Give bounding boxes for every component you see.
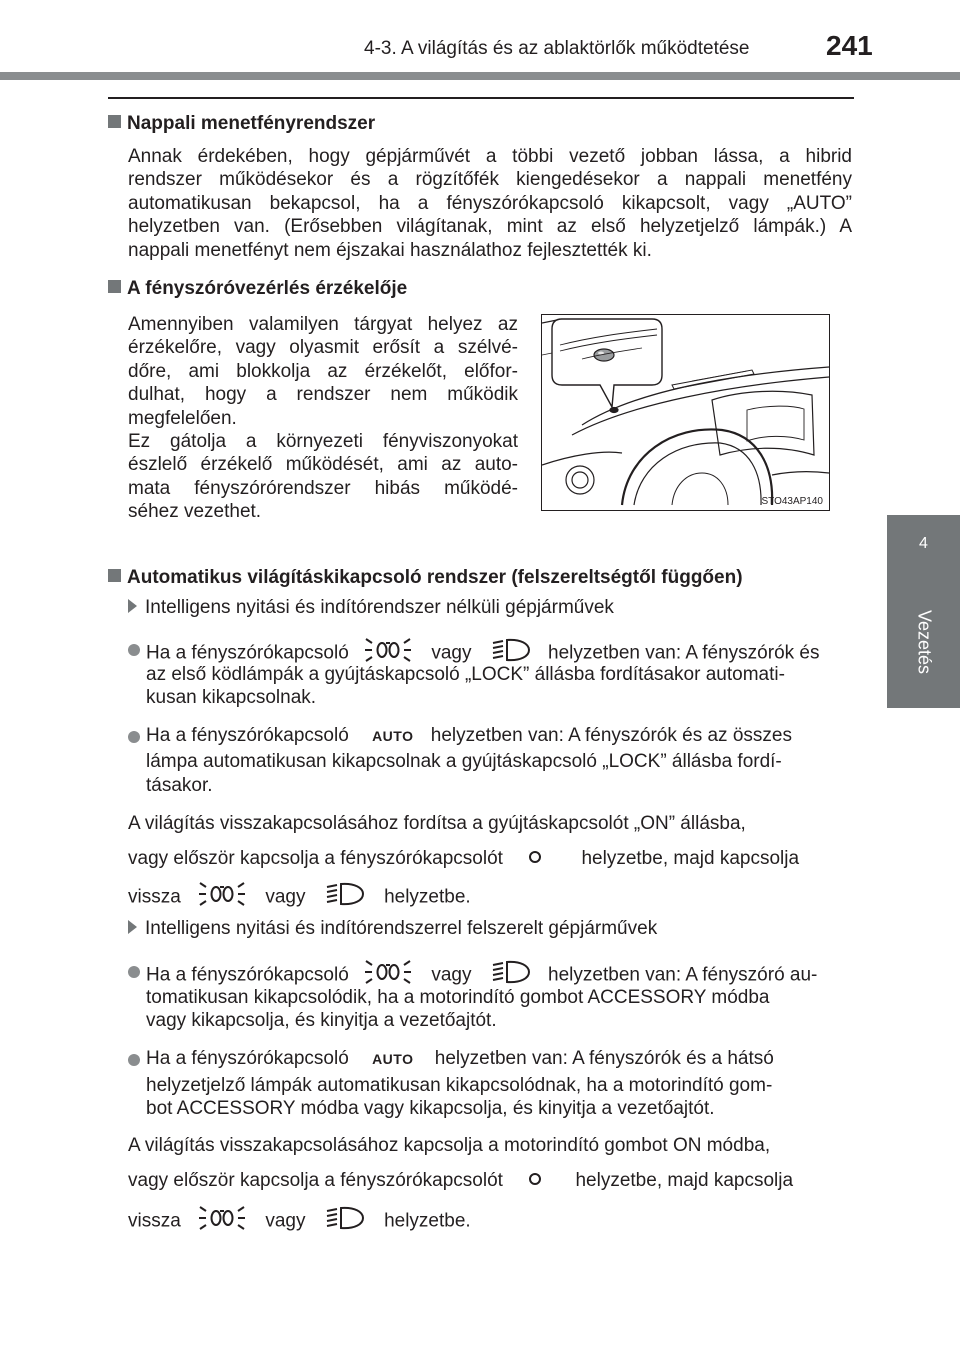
section-heading-daytime-lights bbox=[108, 113, 375, 135]
text: helyzetben van: A fényszórók és a hátsó bbox=[434, 1048, 774, 1070]
text-line: észlelő érzékelő működését, ami az auto- bbox=[128, 454, 518, 476]
text-line: Annak érdekében, hogy gépjárművét a többi vezető jobban lássa, a hibrid bbox=[128, 146, 852, 167]
section-heading-sensor bbox=[108, 278, 407, 300]
text: vagy először kapcsolja a fényszórókapcsolót bbox=[128, 848, 503, 870]
text-line: Amennyiben valamilyen tárgyat helyez az bbox=[128, 314, 518, 335]
bullet-line: bot ACCESSORY módba vagy kikapcsolja, és kinyitja a vezetőajtót. bbox=[146, 1098, 715, 1119]
text: vagy bbox=[265, 1210, 306, 1232]
subsection-title: Intelligens nyitási és indítórendszer nélküli gépjárművek bbox=[145, 597, 614, 618]
heading-text: Automatikus világításkikapcsoló rendszer (felszereltségtől függően) bbox=[127, 567, 743, 588]
content-top-rule bbox=[108, 97, 854, 99]
sensor-figure bbox=[541, 314, 830, 511]
bullet-line bbox=[146, 1047, 774, 1071]
section-heading-auto-off bbox=[108, 567, 743, 589]
circle-bullet-icon bbox=[128, 644, 140, 656]
text-line bbox=[128, 1169, 793, 1193]
heading-text: Nappali menetfényrendszer bbox=[127, 113, 376, 134]
page-number: 241 bbox=[826, 30, 873, 61]
text: Ha a fényszórókapcsoló bbox=[146, 725, 349, 747]
text-line: mata fényszórórendszer hibás működé- bbox=[128, 477, 518, 499]
parking-light-icon bbox=[198, 1205, 246, 1238]
subsection-without-smart-key bbox=[128, 597, 614, 619]
headlight-icon bbox=[325, 1205, 365, 1238]
chapter-label-box bbox=[887, 575, 960, 708]
text-line: dőre, ami blokkolja az érzékelőt, előfor- bbox=[128, 360, 518, 382]
dashboard-illustration bbox=[542, 315, 829, 510]
bullet-line: tásakor. bbox=[146, 775, 213, 796]
parking-light-icon bbox=[198, 881, 246, 914]
bullet-line: helyzetjelző lámpák automatikusan kikapcsolódnak, ha a motorindító gom- bbox=[146, 1075, 773, 1096]
text-line: dulhat, hogy a rendszer nem működik bbox=[128, 384, 518, 406]
text-line: Ez gátolja a környezeti fényviszonyokat bbox=[128, 431, 518, 453]
bullet-line: az első ködlámpák a gyújtáskapcsoló „LOCK” állásba fordításakor automati- bbox=[146, 664, 785, 685]
text: vissza bbox=[128, 886, 181, 908]
square-bullet-icon bbox=[108, 569, 121, 582]
text-line: séhez vezethet. bbox=[128, 501, 262, 523]
auto-icon: AUTO bbox=[372, 728, 414, 744]
text-line: megfelelően. bbox=[128, 407, 237, 429]
heading-text: A fényszóróvezérlés érzékelője bbox=[127, 278, 408, 299]
chapter-number: 4 bbox=[919, 535, 928, 552]
text: helyzetben van: A fényszórók és az összes bbox=[430, 725, 792, 747]
text: helyzetbe, majd kapcsolja bbox=[581, 848, 800, 870]
off-icon bbox=[528, 1169, 542, 1193]
text-line: A világítás visszakapcsolásához kapcsolja a motorindító gombot ON módba, bbox=[128, 1135, 771, 1156]
text-line: rendszer működésekor és a rögzítőfék kiengedésekor a nappali menetfény bbox=[128, 169, 852, 191]
text-line: A világítás visszakapcsolásához fordítsa a gyújtáskapcsolót „ON” állásba, bbox=[128, 813, 746, 834]
triangle-bullet-icon bbox=[128, 599, 137, 613]
text-line bbox=[128, 847, 799, 871]
bullet-line: vagy kikapcsolja, és kinyitja a vezetőajtót. bbox=[146, 1010, 497, 1031]
text-line: nappali menetfényt nem éjszakai használathoz fejlesztették ki. bbox=[128, 239, 652, 261]
subsection-title: Intelligens nyitási és indítórendszerrel felszerelt gépjárművek bbox=[145, 918, 658, 939]
bullet-line bbox=[146, 724, 792, 748]
text: Ha a fényszórókapcsoló bbox=[146, 1048, 349, 1070]
text: helyzetben van: A fényszórók és bbox=[548, 642, 820, 664]
text-line: helyzetben van. (Erősebben világítanak, mint az első helyzetjelző lámpák.) A bbox=[128, 216, 852, 238]
bullet-line: tomatikusan kikapcsolódik, ha a motorindító gombot ACCESSORY módba bbox=[146, 987, 770, 1008]
chapter-label: Vezetés bbox=[914, 609, 934, 674]
text-line: automatikusan bekapcsol, ha a fényszórókapcsoló kikapcsolt, vagy „AUTO” bbox=[128, 192, 852, 214]
paragraph-sensor bbox=[128, 313, 518, 524]
square-bullet-icon bbox=[108, 115, 121, 128]
figure-code: STO43AP140 bbox=[761, 496, 823, 507]
subsection-with-smart-key bbox=[128, 918, 657, 940]
text: Ha a fényszórókapcsoló bbox=[146, 964, 349, 986]
square-bullet-icon bbox=[108, 280, 121, 293]
text-line: érzékelőre, vagy olyasmit erősít a szélvé- bbox=[128, 337, 518, 359]
text: vagy bbox=[431, 964, 472, 986]
auto-icon: AUTO bbox=[372, 1051, 414, 1067]
text: vagy először kapcsolja a fényszórókapcsolót bbox=[128, 1170, 503, 1192]
text: vagy bbox=[431, 642, 472, 664]
off-icon bbox=[528, 847, 542, 871]
text: helyzetben van: A fényszóró au- bbox=[548, 964, 818, 986]
text: helyzetbe. bbox=[384, 886, 471, 908]
header-rule bbox=[0, 72, 960, 80]
bullet-line: kusan kikapcsolnak. bbox=[146, 687, 317, 708]
bullet-line: lámpa automatikusan kikapcsolnak a gyújtáskapcsoló „LOCK” állásba fordí- bbox=[146, 751, 782, 772]
headlight-icon bbox=[325, 881, 365, 914]
text-line bbox=[128, 881, 471, 914]
running-header: 4-3. A világítás és az ablaktörlők működtetése bbox=[364, 38, 750, 59]
circle-bullet-icon bbox=[128, 966, 140, 978]
circle-bullet-icon bbox=[128, 731, 140, 743]
text-line bbox=[128, 1205, 471, 1238]
text: vissza bbox=[128, 1210, 181, 1232]
text: Ha a fényszórókapcsoló bbox=[146, 642, 349, 664]
circle-bullet-icon bbox=[128, 1054, 140, 1066]
text: helyzetbe. bbox=[384, 1210, 471, 1232]
triangle-bullet-icon bbox=[128, 920, 137, 934]
text: vagy bbox=[265, 886, 306, 908]
text: helyzetbe, majd kapcsolja bbox=[575, 1170, 794, 1192]
paragraph-daytime-lights bbox=[128, 145, 852, 262]
